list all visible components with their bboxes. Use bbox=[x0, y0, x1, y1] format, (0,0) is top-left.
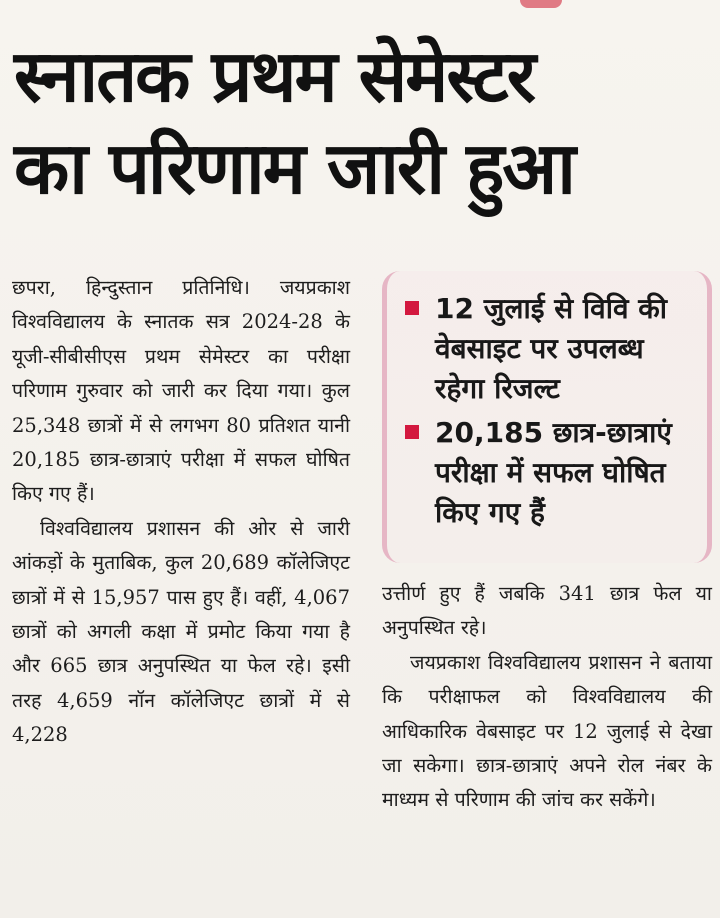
highlight-box bbox=[382, 271, 712, 563]
right-paragraph-2: जयप्रकाश विश्वविद्यालय प्रशासन ने बताया कि परीक्षाफल को विश्वविद्यालय की आधिकारिक वेबसाइट पर 12 जुलाई से देखा जा सकेगा। छात्र-छात्राएं अपने रोल नंबर के माध्यम से परिणाम की जांच कर सकेंगे। bbox=[382, 650, 712, 812]
left-paragraph-1: छपरा, हिन्दुस्तान प्रतिनिधि। जयप्रकाश विश्वविद्यालय के स्नातक सत्र 2024-28 के यूजी-सीबीसीएस प्रथम सेमेस्टर का परीक्षा परिणाम गुरुवार को जारी कर दिया गया। कुल 25,348 छात्रों में से लगभग 80 प्रतिशत यानी 20,185 छात्र-छात्राएं परीक्षा में सफल घोषित किए गए हैं। bbox=[12, 276, 351, 506]
left-column bbox=[12, 271, 350, 753]
top-decorative-mark bbox=[520, 0, 562, 8]
headline bbox=[14, 30, 704, 214]
left-paragraph-2: विश्वविद्यालय प्रशासन की ओर से जारी आंकड़ों के मुताबिक, कुल 20,689 कॉलेजिएट छात्रों में से 15,957 पास हुए हैं। वहीं, 4,067 छात्रों को अगली कक्षा में प्रमोट किया गया है और 665 छात्र अनुपस्थित या फेल रहे। इसी तरह 4,659 नॉन कॉलेजिएट छात्रों में से 4,228 bbox=[12, 516, 350, 747]
headline-line-1: स्नातक प्रथम सेमेस्टर bbox=[14, 34, 535, 118]
highlight-item-2: 20,185 छात्र-छात्राएं परीक्षा में सफल घोषित किए गए हैं bbox=[405, 413, 691, 533]
article-body bbox=[12, 271, 712, 901]
right-column bbox=[382, 271, 712, 818]
right-paragraph-1: उत्तीर्ण हुए हैं जबकि 341 छात्र फेल या अनुपस्थित रहे। bbox=[382, 582, 712, 640]
highlight-item-1: 12 जुलाई से विवि की वेबसाइट पर उपलब्ध रहेगा रिजल्ट bbox=[405, 289, 691, 409]
right-text-block bbox=[382, 577, 712, 818]
headline-line-2: का परिणाम जारी हुआ bbox=[14, 126, 574, 210]
